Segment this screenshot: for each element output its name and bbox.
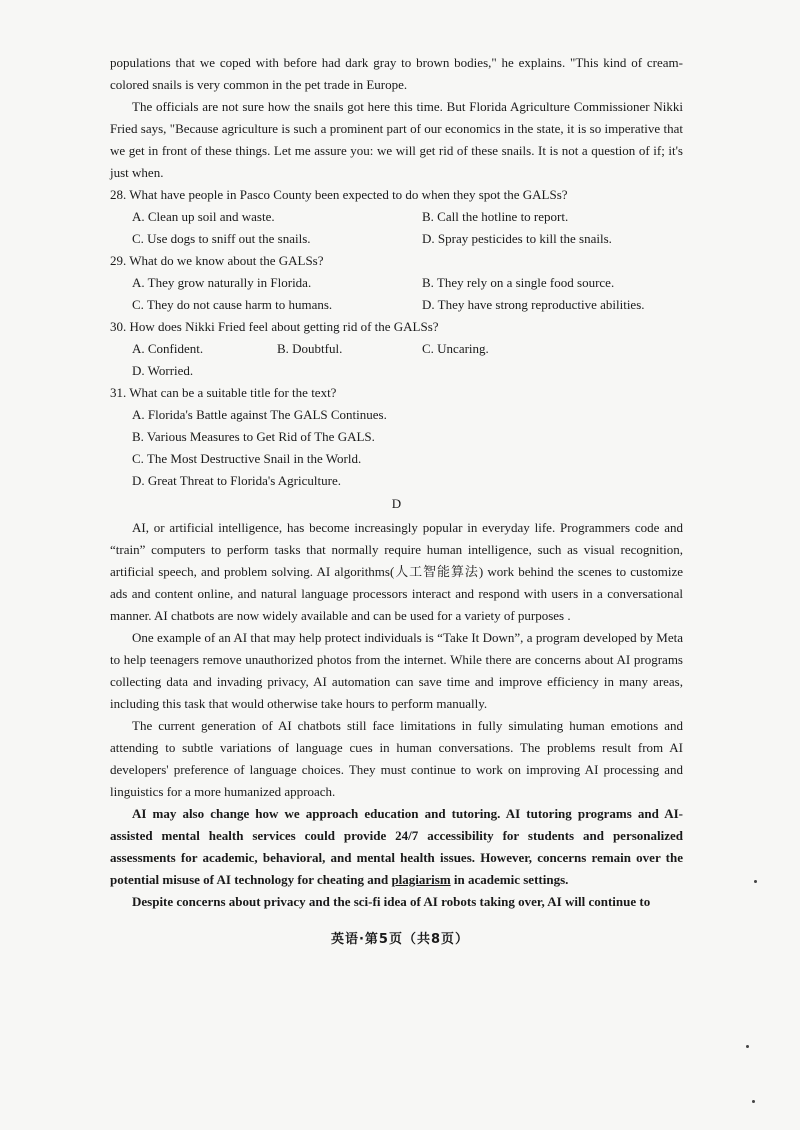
keyword-plagiarism: plagiarism bbox=[391, 872, 451, 887]
option-list bbox=[110, 272, 683, 316]
passage-c-paragraph: populations that we coped with before had dark gray to brown bodies," he explains. "This kind of cream-colored snails is very common in the pet trade in Europe. bbox=[110, 55, 683, 92]
option-d: D. Worried. bbox=[132, 363, 194, 378]
page-footer: 英语·第5页（共8页） bbox=[330, 932, 470, 947]
option-c: C. Uncaring. bbox=[422, 341, 489, 356]
option-b: B. Call the hotline to report. bbox=[422, 209, 569, 224]
question-29 bbox=[110, 250, 683, 316]
option-a: A. Clean up soil and waste. bbox=[132, 209, 275, 224]
question-stem: 28. What have people in Pasco County been expected to do when they spot the GALSs? bbox=[110, 187, 568, 202]
question-stem: 31. What can be a suitable title for the text? bbox=[110, 385, 337, 400]
question-stem: 29. What do we know about the GALSs? bbox=[110, 253, 324, 268]
exam-page bbox=[110, 52, 683, 913]
passage-d-paragraph: AI, or artificial intelligence, has become increasingly popular in everyday life. Programmers code and “train” computers to perform tasks that normally require human intelligence, such as visual recognition, artificial speech, and problem solving. AI algorithms(人工智能算法) work behind the scenes to customize ads and content online, and natural language processors interact and respond with users in a conversational manner. AI chatbots are now widely available and can be used for a variety of purposes . bbox=[110, 520, 683, 623]
option-d: D. Spray pesticides to kill the snails. bbox=[422, 231, 612, 246]
passage-d-paragraph bbox=[110, 803, 683, 891]
scan-speck bbox=[752, 1100, 755, 1103]
question-30 bbox=[110, 316, 683, 382]
option-a: A. They grow naturally in Florida. bbox=[132, 275, 312, 290]
scan-speck bbox=[746, 1045, 749, 1048]
option-list bbox=[110, 206, 683, 250]
passage-c-paragraph: The officials are not sure how the snails got here this time. But Florida Agriculture Commissioner Nikki Fried says, "Because agriculture is such a prominent part of our economics in the state, it is so imperative that we get in front of these things. Let me assure you: we will get rid of these snails. It is not a question of if; it's just when. bbox=[110, 99, 683, 180]
option-list bbox=[110, 338, 683, 382]
question-stem: 30. How does Nikki Fried feel about getting rid of the GALSs? bbox=[110, 319, 439, 334]
question-31 bbox=[110, 382, 683, 492]
option-b: B. They rely on a single food source. bbox=[422, 275, 615, 290]
paragraph-text: AI may also change how we approach education and tutoring. AI tutoring programs and AI-assisted mental health services could provide 24/7 accessibility for students and personalized assessments for academic, behavioral, and mental health issues. However, concerns remain over the potential misuse of AI technology for cheating and bbox=[110, 806, 683, 887]
option-d: D. They have strong reproductive abilities. bbox=[422, 297, 645, 312]
paragraph-text: in academic settings. bbox=[450, 872, 569, 887]
option-list bbox=[110, 404, 683, 492]
passage-d-paragraph: One example of an AI that may help protect individuals is “Take It Down”, a program developed by Meta to help teenagers remove unauthorized photos from the internet. While there are concerns about AI programs collecting data and invading privacy, AI automation can save time and improve efficiency in many areas, including this task that would otherwise take hours to perform manually. bbox=[110, 630, 683, 711]
option-a: A. Florida's Battle against The GALS Continues. bbox=[132, 407, 387, 422]
option-c: C. They do not cause harm to humans. bbox=[132, 297, 333, 312]
question-28 bbox=[110, 184, 683, 250]
section-label: D bbox=[391, 496, 402, 511]
option-c: C. Use dogs to sniff out the snails. bbox=[132, 231, 311, 246]
passage-d-paragraph: The current generation of AI chatbots still face limitations in fully simulating human emotions and attending to subtle variations of language cues in human conversations. The problems result from AI developers' preference of language choices. They must continue to work on improving AI processing and linguistics for a more humanized approach. bbox=[110, 718, 683, 799]
option-b: B. Various Measures to Get Rid of The GALS. bbox=[132, 429, 375, 444]
scan-speck bbox=[754, 880, 757, 883]
option-a: A. Confident. bbox=[132, 341, 204, 356]
passage-d-paragraph: Despite concerns about privacy and the sci-fi idea of AI robots taking over, AI will continue to bbox=[132, 894, 651, 909]
option-b: B. Doubtful. bbox=[277, 341, 343, 356]
option-c: C. The Most Destructive Snail in the World. bbox=[132, 451, 362, 466]
option-d: D. Great Threat to Florida's Agriculture. bbox=[132, 473, 341, 488]
